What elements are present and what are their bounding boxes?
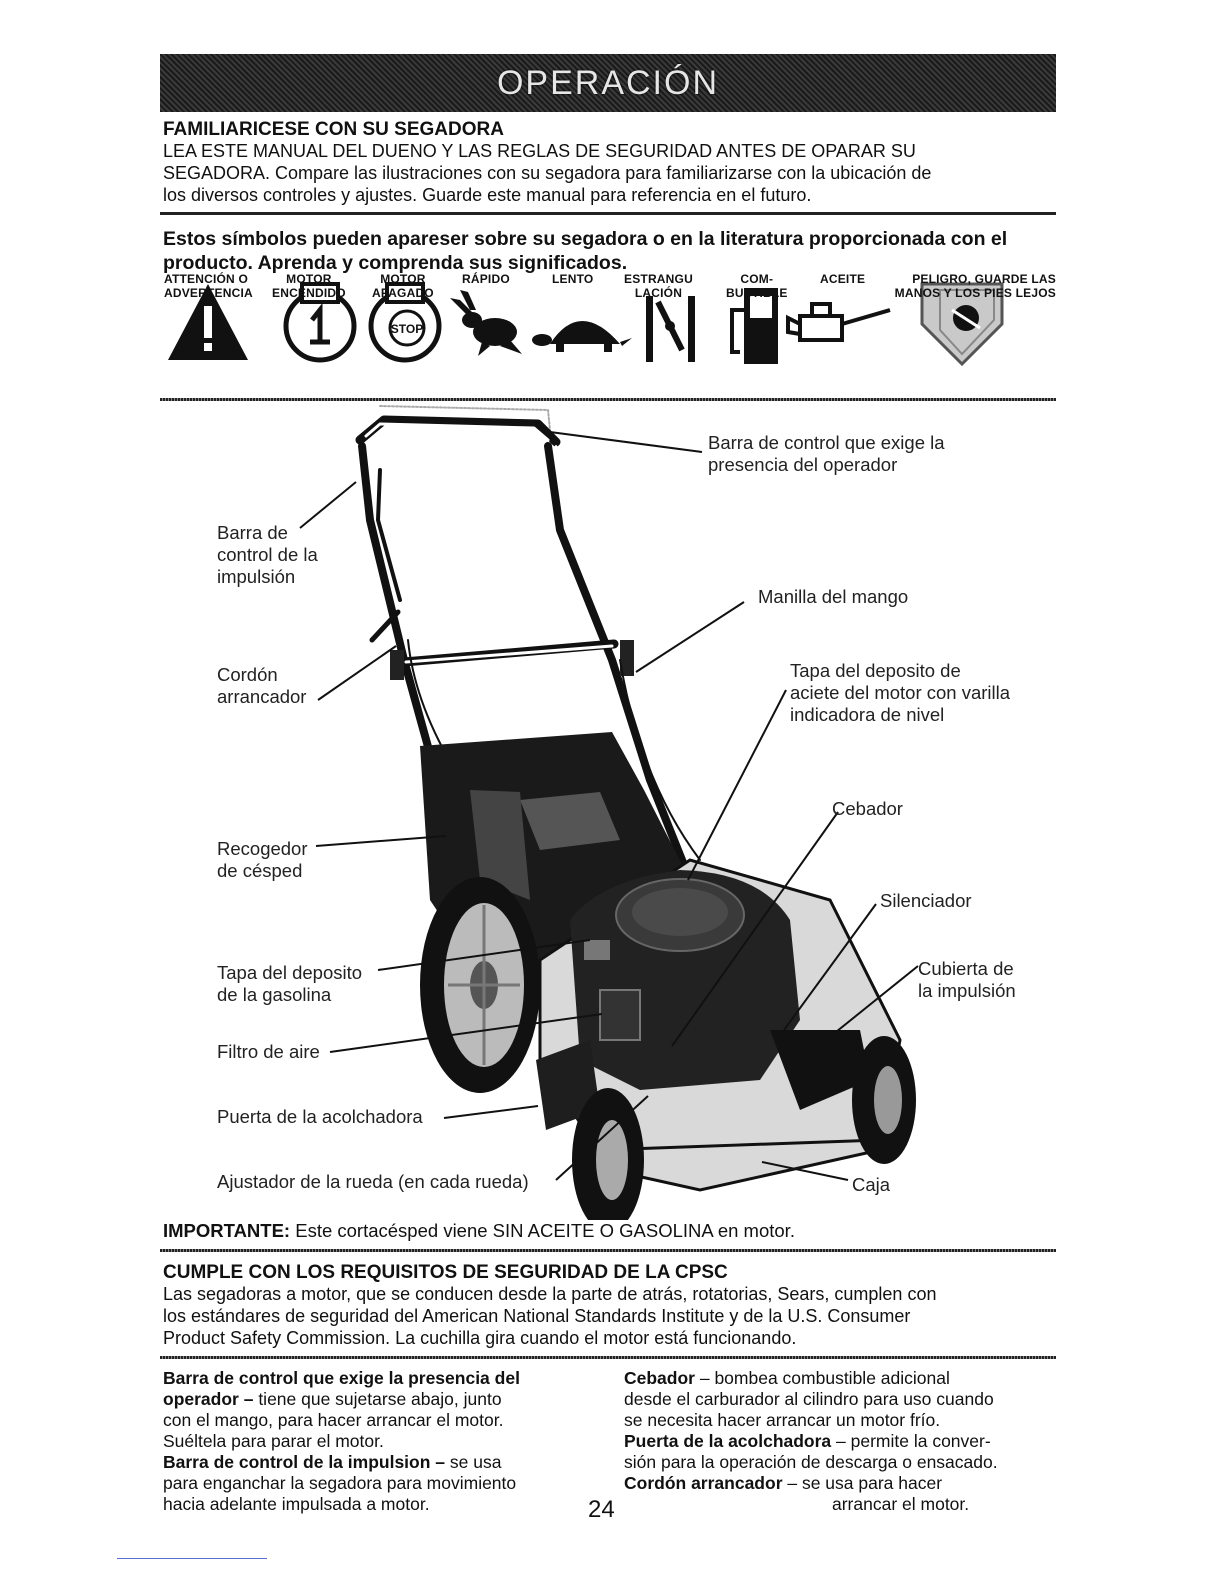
callout-fuel-cap (217, 962, 362, 1006)
callout-line: Barra de control que exige la (708, 432, 945, 453)
cpsc-text (163, 1283, 1063, 1349)
symbol-label-line: LACIÓN (634, 286, 683, 300)
oil-can-icon (788, 304, 890, 340)
symbol-label-line: ADVERTENCIA (164, 286, 253, 300)
term-operator-bar-cont: operador – (163, 1389, 254, 1409)
symbol-label-line: ATTENCIÓN O (164, 272, 248, 286)
symbol-label-line: PELIGRO, GUARDE LAS (912, 272, 1056, 286)
callout-line: Cubierta de (918, 958, 1014, 979)
divider (160, 1249, 1056, 1252)
symbol-label-fast (462, 272, 510, 286)
callout-grass-catcher (217, 838, 308, 882)
symbol-label-line: ENCENDIDO (272, 286, 346, 300)
callout-line: impulsión (217, 566, 296, 587)
symbol-label-line: MOTOR (286, 272, 332, 286)
definition-text: – bombea combustible adicional (694, 1368, 950, 1388)
section-banner (160, 54, 1056, 112)
term-drive-bar: Barra de control de la impulsion – (163, 1452, 446, 1472)
definition-text: para enganchar la segadora para movimiento (163, 1473, 517, 1493)
callout-starter-rope (217, 664, 306, 708)
symbol-label-slow (552, 272, 593, 286)
rear-wheel (420, 877, 540, 1093)
term-primer: Cebador (624, 1368, 695, 1388)
familiarize-heading: FAMILIARICESE CON SU SEGADORA (163, 119, 504, 140)
familiarize-line: LEA ESTE MANUAL DEL DUENO Y LAS REGLAS DE SEGURIDAD ANTES DE OPARAR SU (163, 141, 916, 161)
symbol-label-line: COM- (740, 272, 774, 286)
symbol-label-choke (624, 272, 693, 300)
callout-line: indicadora de nivel (790, 704, 945, 725)
cpsc-heading: CUMPLE CON LOS REQUISITOS DE SEGURIDAD DE LA CPSC (163, 1262, 728, 1283)
cpsc-line: Product Safety Commission. La cuchilla gira cuando el motor está funcionando. (163, 1328, 797, 1348)
important-label: IMPORTANTE: (163, 1220, 291, 1241)
definition-text: – se usa para hacer (782, 1473, 943, 1493)
important-note (163, 1220, 795, 1242)
symbol-label-line: ACEITE (820, 272, 866, 286)
callout-oil-cap (790, 660, 1010, 726)
divider (160, 1356, 1056, 1359)
right-definitions (624, 1368, 1064, 1515)
callout-line: Tapa del deposito de (790, 660, 961, 681)
callout-air-filter: Filtro de aire (217, 1041, 320, 1062)
callout-operator-bar (708, 432, 945, 476)
callout-line: arrancador (217, 686, 307, 707)
divider (160, 212, 1056, 215)
definition-text: – permite la conver- (831, 1431, 991, 1451)
symbol-label-motor-on (272, 272, 346, 300)
definition-text: arrancar el motor. (832, 1494, 970, 1514)
definition-text: tiene que sujetarse abajo, junto (253, 1389, 502, 1409)
footer-line (117, 1558, 267, 1559)
definition-text: desde el carburador al cilindro para uso cuando (624, 1389, 994, 1409)
term-starter-rope: Cordón arrancador (624, 1473, 783, 1493)
turtle-slow-icon (532, 321, 632, 352)
callout-drive-bar (217, 522, 318, 588)
callout-line: Tapa del deposito (217, 962, 363, 983)
familiarize-line: SEGADORA. Compare las ilustraciones con su segadora para familiarizarse con la ubicación de (163, 163, 932, 183)
symbol-label-motor-off (372, 272, 434, 300)
callout-line: de césped (217, 860, 303, 881)
callout-line: la impulsión (918, 980, 1016, 1001)
callout-line: control de la (217, 544, 318, 565)
cpsc-line: Las segadoras a motor, que se conducen desde la parte de atrás, rotatorias, Sears, cumplen con (163, 1284, 937, 1304)
callout-line: presencia del operador (708, 454, 898, 475)
choke-icon (646, 296, 695, 362)
definition-text: se usa (445, 1452, 502, 1472)
symbol-label-line: ESTRANGU (624, 272, 693, 286)
definition-text: se necesita hacer arrancar un motor frío. (624, 1410, 941, 1430)
symbols-intro-line: Estos símbolos pueden apareser sobre su segadora o en la literatura proporcionada con el (163, 228, 1008, 250)
definition-text: sión para la operación de descarga o ensacado. (624, 1452, 998, 1472)
symbol-label-line: MANOS Y LOS PIES LEJOS (894, 286, 1056, 300)
symbol-label-line: RÁPIDO (462, 272, 510, 286)
symbols-intro (163, 227, 1063, 275)
term-operator-bar: Barra de control que exige la presencia del (163, 1368, 520, 1388)
callout-wheel-adjuster: Ajustador de la rueda (en cada rueda) (217, 1171, 529, 1192)
term-mulch-door: Puerta de la acolchadora (624, 1431, 832, 1451)
symbol-label-line: LENTO (552, 272, 594, 286)
stop-label: STOP (390, 322, 424, 336)
symbol-label-line: MOTOR (380, 272, 426, 286)
callout-primer: Cebador (832, 798, 903, 819)
symbol-label-line: APAGADO (372, 286, 434, 300)
important-text: Este cortacésped viene SIN ACEITE O GASOLINA en motor. (290, 1220, 795, 1241)
mower-illustration (0, 400, 1224, 1220)
familiarize-line: los diversos controles y ajustes. Guarde este manual para referencia en el futuro. (163, 185, 812, 205)
callout-line: de la gasolina (217, 984, 332, 1005)
symbol-label-danger (870, 272, 1056, 300)
callout-line: Recogedor (217, 838, 308, 859)
callout-mulch-door: Puerta de la acolchadora (217, 1106, 423, 1127)
callout-line: aciete del motor con varilla (790, 682, 1011, 703)
callout-muffler: Silenciador (880, 890, 972, 911)
engine (570, 870, 800, 1090)
symbol-label-warning (164, 272, 253, 300)
callout-handle-knob: Manilla del mango (758, 586, 909, 607)
callout-line: Cordón (217, 664, 278, 685)
symbol-label-line: BUSTIBLE (726, 286, 788, 300)
symbol-label-oil (820, 272, 865, 286)
definition-text: Suéltela para parar el motor. (163, 1431, 384, 1451)
symbol-label-fuel (726, 272, 788, 300)
symbols-intro-line: producto. Aprenda y comprenda sus significados. (163, 252, 628, 274)
familiarize-text (163, 140, 1063, 206)
rabbit-fast-icon (450, 290, 522, 356)
definition-text: con el mango, para hacer arrancar el motor. (163, 1410, 504, 1430)
cpsc-line: los estándares de seguridad del American National Standards Institute y de la U.S. Consumer (163, 1306, 911, 1326)
page-number: 24 (588, 1496, 615, 1523)
callout-drive-cover (918, 958, 1016, 1002)
callout-housing: Caja (852, 1174, 891, 1195)
left-definitions (163, 1368, 603, 1515)
callout-line: Barra de (217, 522, 288, 543)
definition-text: hacia adelante impulsada a motor. (163, 1494, 430, 1514)
section-title: OPERACIÓN (496, 63, 720, 102)
